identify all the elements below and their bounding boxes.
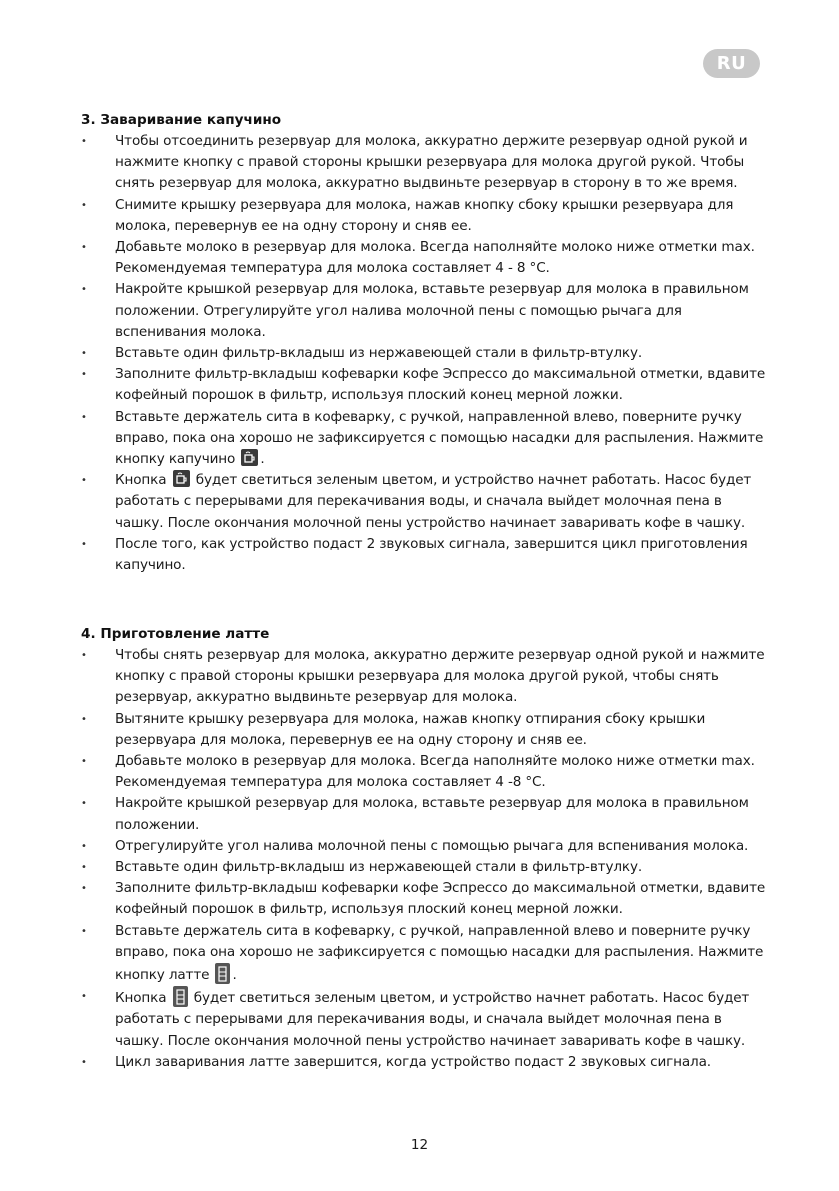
list-item-end: . bbox=[232, 967, 237, 984]
list-item: • Вставьте один фильтр-вкладыш из нержавеющей стали в фильтр-втулку. bbox=[81, 343, 771, 364]
cappuccino-button-icon bbox=[173, 470, 190, 487]
latte-button-icon bbox=[215, 963, 230, 984]
list-item bbox=[81, 986, 771, 1052]
list-item-start: Кнопка bbox=[115, 472, 167, 489]
list-item bbox=[81, 921, 771, 987]
latte-button-icon bbox=[173, 986, 188, 1007]
list-item: • Накройте крышкой резервуар для молока, вставьте резервуар для молока в правильном положении. Отрегулируйте угол налива молочной пены с помощью рычага для вспенивания молока. bbox=[81, 279, 771, 343]
list-item: • Заполните фильтр-вкладыш кофеварки кофе Эспрессо до максимальной отметки, вдавите кофейный порошок в фильтр, используя плоский конец мерной ложки. bbox=[81, 364, 771, 406]
section-latte bbox=[81, 625, 771, 1073]
instruction-list bbox=[81, 131, 771, 576]
page-number: 12 bbox=[410, 1137, 429, 1153]
list-item: • Заполните фильтр-вкладыш кофеварки кофе Эспрессо до максимальной отметки, вдавите кофейный порошок в фильтр, используя плоский конец мерной ложки. bbox=[81, 878, 771, 920]
list-item: • Цикл заваривания латте завершится, когда устройство подаст 2 звуковых сигнала. bbox=[81, 1052, 771, 1073]
list-item: • Добавьте молоко в резервуар для молока. Всегда наполняйте молоко ниже отметки max. Рекомендуемая температура для молока составляет 4 - 8 °С. bbox=[81, 237, 771, 279]
instruction-list bbox=[81, 645, 771, 1073]
section-cappuccino bbox=[81, 111, 771, 576]
list-item: • Вставьте один фильтр-вкладыш из нержавеющей стали в фильтр-втулку. bbox=[81, 857, 771, 878]
list-item-text: Вставьте держатель сита в кофеварку, с ручкой, направленной влево, поверните ручку вправо, пока она хорошо не зафиксируется с помощью насадки для распыления. Нажмите кнопку капучино bbox=[115, 408, 764, 468]
list-item: • Чтобы снять резервуар для молока, аккуратно держите резервуар одной рукой и нажмите кнопку с правой стороны крышки резервуара для молока другой рукой, чтобы снять резервуар, аккуратно выдвиньте резервуар для молока. bbox=[81, 645, 771, 709]
language-badge: RU bbox=[703, 49, 760, 78]
list-item-text: будет светиться зеленым цветом, и устройство начнет работать. Насос будет работать с перерывами для перекачивания воды, и сначала выйдет молочная пена в чашку. После окончания молочной пены устройство начинает заваривать кофе в чашку. bbox=[115, 472, 752, 531]
list-item: • После того, как устройство подаст 2 звуковых сигнала, завершится цикл приготовления капучино. bbox=[81, 534, 771, 576]
list-item-end: . bbox=[260, 451, 265, 468]
cappuccino-button-icon bbox=[241, 449, 258, 466]
list-item-start: Кнопка bbox=[115, 990, 167, 1007]
list-item-text: будет светиться зеленым цветом, и устройство начнет работать. Насос будет работать с перерывами для перекачивания воды, и сначала выйдет молочная пена в чашку. После окончания молочной пены устройство начинает заваривать кофе в чашку. bbox=[115, 990, 750, 1049]
section-title: 3. Заваривание капучино bbox=[81, 112, 282, 128]
list-item bbox=[81, 470, 771, 534]
list-item: • Накройте крышкой резервуар для молока, вставьте резервуар для молока в правильном положении. bbox=[81, 793, 771, 835]
list-item: • Вытяните крышку резервуара для молока, нажав кнопку отпирания сбоку крышки резервуара для молока, перевернув ее на одну сторону и сняв ее. bbox=[81, 709, 771, 751]
list-item bbox=[81, 407, 771, 471]
section-title: 4. Приготовление латте bbox=[81, 626, 270, 642]
list-item: • Чтобы отсоединить резервуар для молока, аккуратно держите резервуар одной рукой и нажмите кнопку с правой стороны крышки резервуара для молока другой рукой. Чтобы снять резервуар для молока, аккуратно выдвиньте резервуар в сторону в то же время. bbox=[81, 131, 771, 195]
list-item-text: Вставьте держатель сита в кофеварку, с ручкой, направленной влево и поверните ручку вправо, пока она хорошо не зафиксируется с помощью насадки для распыления. Нажмите кнопку латте bbox=[115, 922, 764, 984]
list-item: • Отрегулируйте угол налива молочной пены с помощью рычага для вспенивания молока. bbox=[81, 836, 771, 857]
list-item: • Добавьте молоко в резервуар для молока. Всегда наполняйте молоко ниже отметки max. Рекомендуемая температура для молока составляет 4 -8 °С. bbox=[81, 751, 771, 793]
list-item: • Снимите крышку резервуара для молока, нажав кнопку сбоку крышки резервуара для молока, перевернув ее на одну сторону и сняв ее. bbox=[81, 195, 771, 237]
